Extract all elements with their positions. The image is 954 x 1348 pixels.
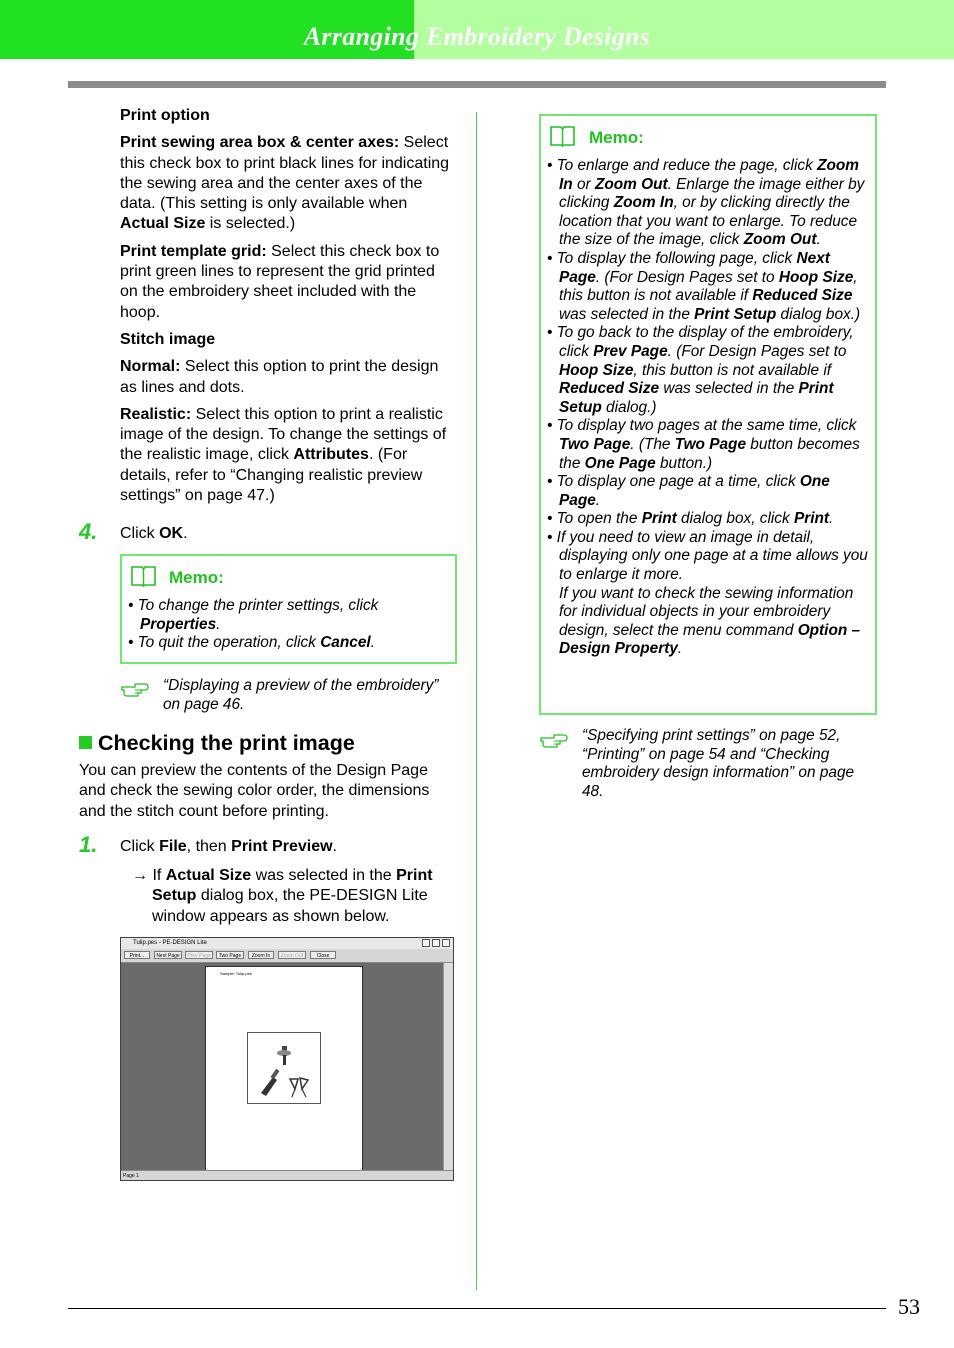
m2-text: . (For Design Pages set to <box>667 342 847 360</box>
memo-2-item <box>547 157 869 250</box>
m2-text: • To display one page at a time, click <box>547 473 800 491</box>
maximize-icon <box>432 939 440 947</box>
preview-page <box>205 966 363 1171</box>
preview-page-label: Sample: Tulip.pes <box>220 971 252 976</box>
print-preview-screenshot <box>120 937 454 1181</box>
m2-text: • To display two pages at the same time, click <box>547 417 857 435</box>
header-rule <box>68 81 886 88</box>
m2-text: . <box>816 231 821 249</box>
m2-text: dialog box, click <box>676 510 794 528</box>
memo-2-item <box>547 529 869 585</box>
memo-1-body <box>128 597 450 653</box>
m2-term: Reduced Size <box>559 380 660 398</box>
step-1-number: 1. <box>79 832 98 857</box>
cancel-term: Cancel <box>320 634 371 652</box>
memo-1-item1-c: . <box>216 615 221 633</box>
next-page-button: Next Page <box>154 951 182 959</box>
print-template-text: Select this check box to print green lines to represent the grid printed on the embroidery sheet included with the hoop. <box>120 242 440 321</box>
m2-text: • To enlarge and reduce the page, click <box>547 157 818 174</box>
m2-text: , this button is not available if <box>559 268 858 305</box>
m2-text: was selected in the <box>659 380 799 398</box>
m2-term: Hoop Size <box>778 268 854 286</box>
memo-2-item <box>547 324 869 417</box>
minimize-icon <box>422 939 430 947</box>
m2-text: • To go back to the display of the embroidery, click <box>547 324 854 360</box>
step-4-number: 4. <box>79 519 98 544</box>
memo-2-item <box>547 510 869 529</box>
step-4-text <box>120 524 450 544</box>
stitch-image-heading: Stitch image <box>120 330 216 348</box>
step-4-text-b: . <box>183 525 188 542</box>
screenshot-statusbar: Page 1 <box>121 1170 453 1180</box>
footer-rule <box>68 1308 886 1309</box>
print-option-block <box>120 106 456 513</box>
m2-term: Reduced Size <box>752 287 853 305</box>
reference-2: “Specifying print settings” on page 52, “Printing” on page 54 and “Checking embroidery design information” on page 48. <box>582 727 855 800</box>
memo-2-body <box>547 157 869 659</box>
m2-term: One Page <box>559 473 830 509</box>
screenshot-toolbar <box>121 949 453 963</box>
m2-term: Next Page <box>559 249 830 286</box>
reference-1: “Displaying a preview of the embroidery” on page 46. <box>163 677 439 713</box>
ok-term: OK <box>159 525 184 542</box>
m2-text: dialog.) <box>601 398 657 416</box>
normal-text: Select this option to print the design as lines and dots. <box>120 358 439 396</box>
print-preview-term: Print Preview <box>231 838 333 855</box>
result-arrow: → <box>132 867 148 884</box>
m2-term: Zoom Out <box>743 231 817 249</box>
m2-term: Option – Design Property <box>559 621 861 658</box>
file-term: File <box>159 838 187 855</box>
m2-text: button.) <box>655 454 713 472</box>
m2-text: • To display the following page, click <box>547 249 797 267</box>
m2-text: • If you need to view an image in detail, displaying only one page at a time allows you to enlarge it more. <box>547 528 868 584</box>
column-divider <box>476 112 477 1290</box>
memo-1-title: Memo: <box>169 568 224 587</box>
pointing-hand-icon <box>121 679 149 699</box>
m2-text: button becomes the <box>559 435 860 472</box>
result-b: was selected in the <box>251 867 397 884</box>
step-1-c: . <box>332 838 337 855</box>
realistic-text-a: Select this option to print a realistic image of the design. To change the settings of the realistic image, click <box>120 405 447 464</box>
m2-text: dialog box.) <box>776 305 861 323</box>
two-page-button: Two Page <box>216 951 244 959</box>
section-intro: You can preview the contents of the Design Page and check the sewing color order, the dimensions and the stitch count before printing. <box>79 762 430 820</box>
normal-para <box>120 357 456 398</box>
prev-page-button: Prev Page <box>185 951 213 959</box>
print-template-label: Print template grid: <box>120 242 267 260</box>
m2-term: Print <box>641 510 677 528</box>
m2-text: . <box>595 491 601 509</box>
actual-size-term: Actual Size <box>120 215 206 233</box>
close-icon <box>442 939 450 947</box>
realistic-text-b: . (For details, refer to “Changing realistic preview settings” on page 47.) <box>120 446 423 505</box>
m2-text: . (For Design Pages set to <box>595 268 779 286</box>
m2-text: , or by clicking directly the location that you want to enlarge. To reduce the size of the image, click <box>559 194 858 249</box>
memo-1-item2-c: . <box>370 634 375 652</box>
memo-1-item <box>128 597 450 634</box>
section-heading <box>79 731 355 756</box>
screenshot-titlebar: Tulip.pes - PE-DESIGN Lite <box>121 938 453 949</box>
section-title: Checking the print image <box>98 731 355 755</box>
m2-text: . <box>677 640 683 658</box>
close-button: Close <box>310 951 336 959</box>
step-4-text-a: Click <box>120 525 160 542</box>
m2-term: Print <box>793 510 830 528</box>
m2-text: was selected in the <box>559 305 695 323</box>
memo-book-icon <box>549 124 576 147</box>
memo-box-1 <box>120 554 457 664</box>
print-template-para <box>120 242 456 323</box>
print-button: Print... <box>124 951 150 959</box>
zoom-in-button: Zoom In <box>248 951 274 959</box>
result-a: If <box>148 867 166 884</box>
m2-term: Hoop Size <box>559 361 634 379</box>
m2-term: One Page <box>584 454 656 472</box>
m2-term: Two Page <box>674 435 747 453</box>
page-number: 53 <box>898 1294 920 1319</box>
realistic-label: Realistic: <box>120 405 192 423</box>
step-1-result <box>132 866 470 927</box>
memo-1-item1-a: • To change the printer settings, click <box>128 597 379 614</box>
m2-text: . <box>829 510 834 528</box>
memo-book-icon <box>130 564 157 587</box>
section-square-icon <box>79 736 92 749</box>
screenshot-scrollbar <box>443 963 453 1170</box>
m2-text: or <box>572 175 595 193</box>
step-1-text <box>120 837 450 857</box>
print-sewing-para <box>120 133 456 234</box>
memo-1-item <box>128 634 450 653</box>
design-frame <box>247 1032 321 1104</box>
step-1-a: Click <box>120 838 160 855</box>
result-print-setup: Print Setup <box>152 867 433 905</box>
m2-term: Zoom In <box>559 157 859 193</box>
realistic-para <box>120 405 456 506</box>
result-c: dialog box, the PE-DESIGN Lite window appears as shown below. <box>152 887 428 925</box>
m2-term: Print Setup <box>559 380 834 416</box>
embroidery-design-icon <box>248 1033 320 1103</box>
pointing-hand-icon <box>540 730 568 750</box>
attributes-term: Attributes <box>293 446 369 464</box>
memo-box-2 <box>539 114 877 715</box>
m2-term: Zoom In <box>613 194 674 212</box>
m2-term: Zoom Out <box>594 175 668 193</box>
print-sewing-text-b: is selected.) <box>205 215 296 233</box>
m2-text: • To open the <box>547 510 642 528</box>
memo-2-item-continued <box>547 585 869 659</box>
step-1-b: , then <box>186 838 232 855</box>
normal-label: Normal: <box>120 358 181 376</box>
print-option-heading: Print option <box>120 107 210 124</box>
memo-2-title: Memo: <box>589 128 644 147</box>
m2-text: . (The <box>630 435 675 453</box>
m2-text: If you want to check the sewing information for individual objects in your embroidery design, select the menu command <box>559 584 854 639</box>
m2-term: Prev Page <box>593 342 668 360</box>
memo-2-item <box>547 250 869 324</box>
m2-text: , this button is not available if <box>633 361 832 379</box>
memo-2-item <box>547 417 869 473</box>
print-sewing-label: Print sewing area box & center axes: <box>120 134 400 152</box>
memo-2-item <box>547 473 869 510</box>
m2-term: Two Page <box>559 435 631 453</box>
page-header-title: Arranging Embroidery Designs <box>303 22 651 51</box>
zoom-out-button: Zoom Out <box>278 951 306 959</box>
result-actual-size: Actual Size <box>165 867 252 884</box>
properties-term: Properties <box>140 615 217 633</box>
m2-text: . Enlarge the image either by clicking <box>559 175 865 212</box>
print-sewing-text-a: Select this check box to print black lines for indicating the sewing area and the center axes of the data. (This setting is only available when <box>120 134 450 213</box>
m2-term: Print Setup <box>694 305 777 323</box>
memo-1-item2-a: • To quit the operation, click <box>128 634 321 652</box>
